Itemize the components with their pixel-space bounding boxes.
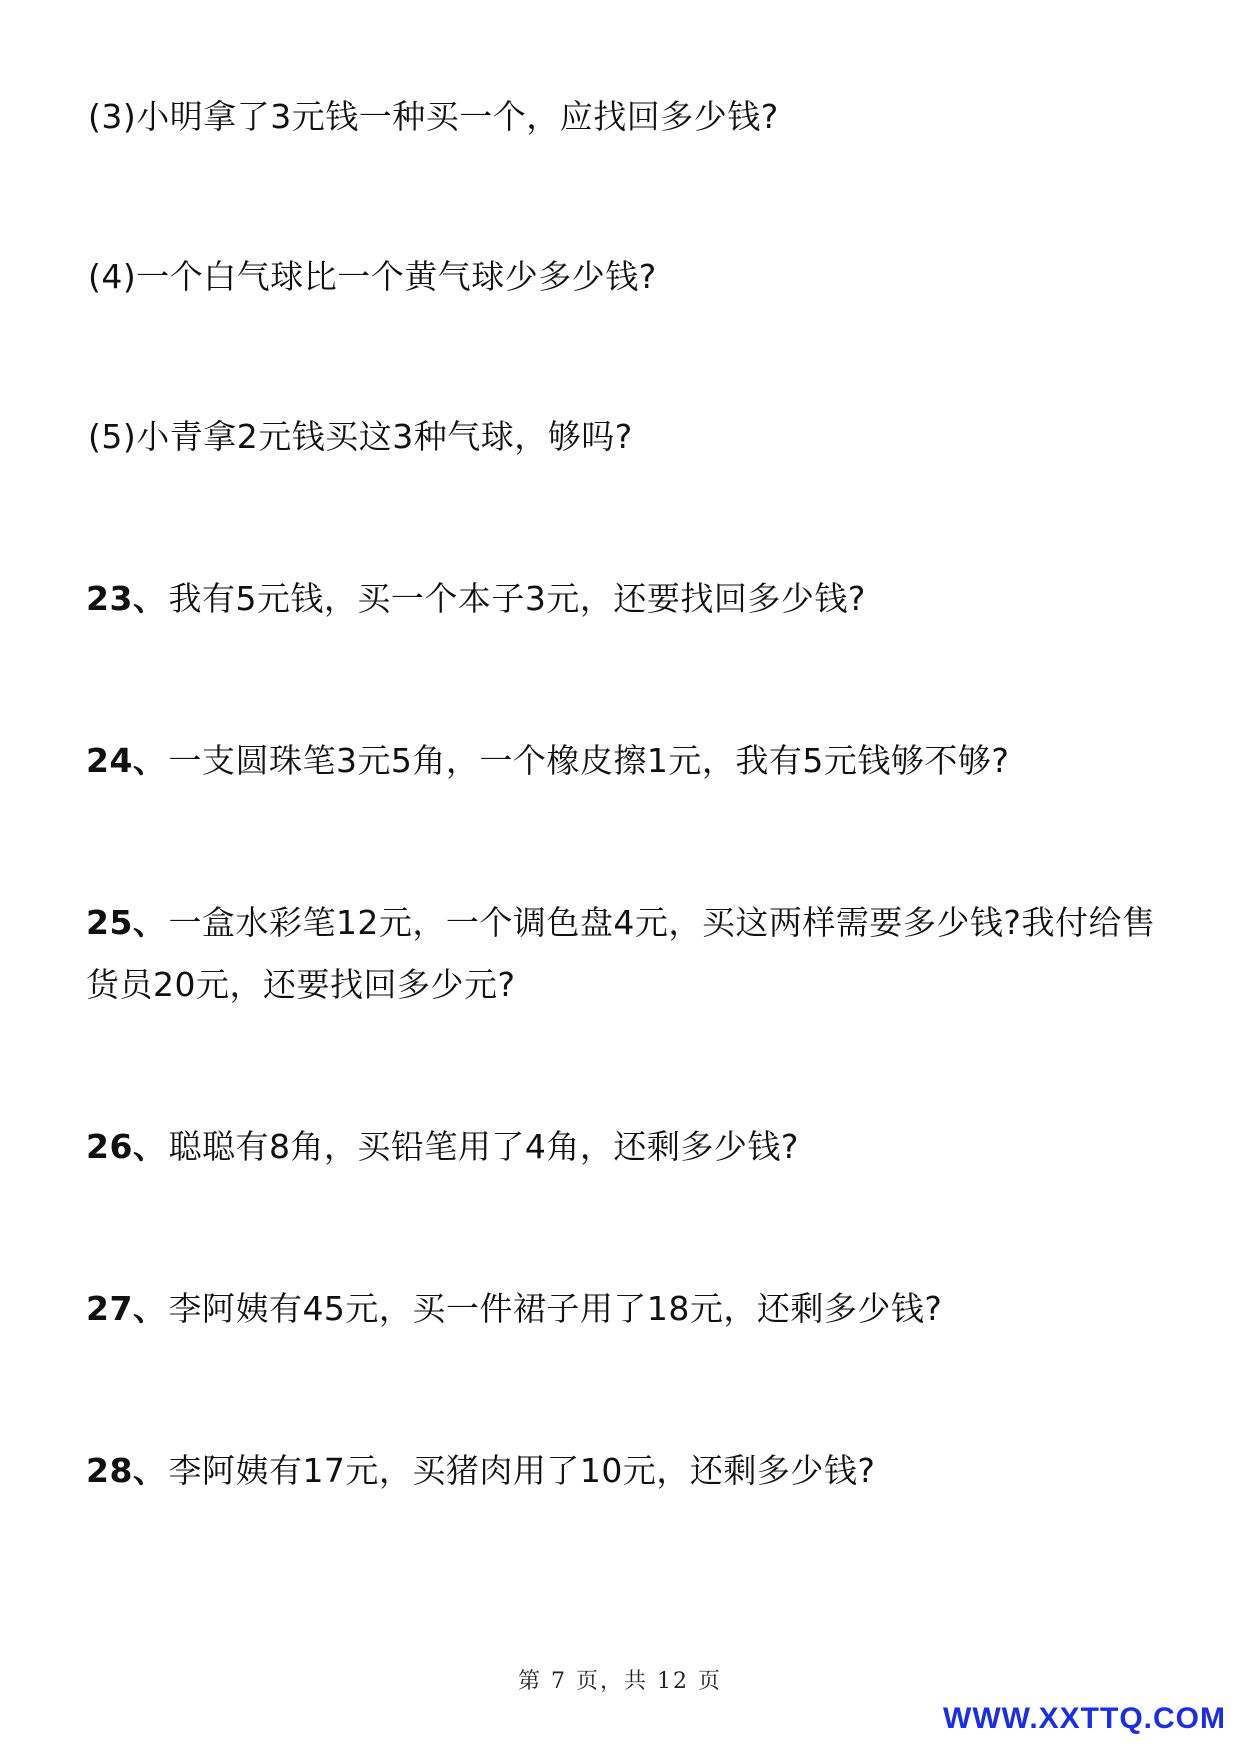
question-number: 26、 — [86, 1127, 167, 1166]
question-text: 李阿姨有17元，买猪肉用了10元，还剩多少钱? — [168, 1451, 876, 1490]
question-text: 聪聪有8角，买铅笔用了4角，还剩多少钱? — [168, 1127, 799, 1166]
question-text: (5)小青拿2元钱买这3种气球，够吗? — [88, 417, 633, 456]
question-text: 李阿姨有45元，买一件裙子用了18元，还剩多少钱? — [168, 1289, 943, 1328]
question-number: 25、 — [86, 903, 167, 942]
site-watermark: WWW.XXTTQ.COM — [943, 1702, 1226, 1735]
question-number: 24、 — [86, 741, 167, 780]
question-24 — [86, 730, 1166, 792]
question-text: 一盒水彩笔12元，一个调色盘4元，买这两样需要多少钱?我付给售货员20元，还要找回多少元? — [86, 903, 1156, 1004]
question-26 — [86, 1116, 1166, 1178]
question-number: 23、 — [86, 579, 167, 618]
question-23 — [86, 568, 1166, 630]
question-text: 我有5元钱，买一个本子3元，还要找回多少钱? — [168, 579, 866, 618]
question-number: 27、 — [86, 1289, 167, 1328]
question-28 — [86, 1440, 1166, 1502]
question-number: 28、 — [86, 1451, 167, 1490]
question-sub-5 — [86, 406, 1166, 468]
question-27 — [86, 1278, 1166, 1340]
question-text: 一支圆珠笔3元5角，一个橡皮擦1元，我有5元钱够不够? — [168, 741, 1010, 780]
question-text: (3)小明拿了3元钱一种买一个，应找回多少钱? — [88, 97, 779, 136]
question-text: (4)一个白气球比一个黄气球少多少钱? — [88, 257, 657, 296]
question-sub-3 — [86, 86, 1166, 148]
page-footer: 第 7 页，共 12 页 — [518, 1669, 722, 1694]
question-25 — [86, 892, 1166, 1016]
question-sub-4 — [86, 246, 1166, 308]
